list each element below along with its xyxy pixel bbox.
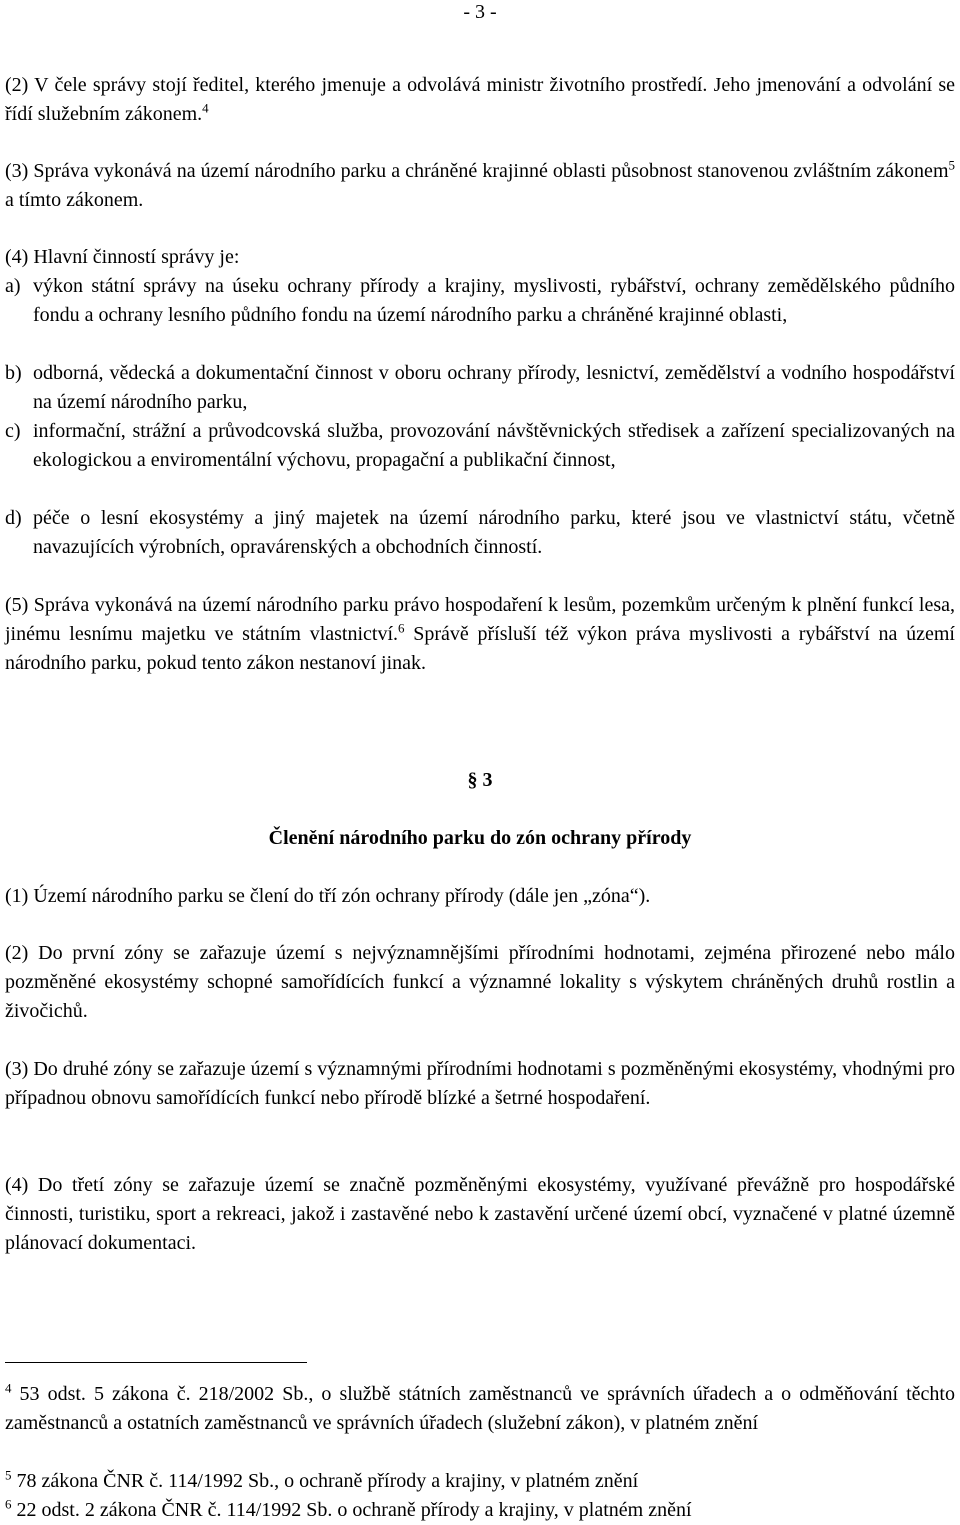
footnote-text: 78 zákona ČNR č. 114/1992 Sb., o ochraně přírody a krajiny, v platném znění [11, 1470, 639, 1492]
footnote-4 [5, 1380, 955, 1438]
paragraph-2-text: (2) V čele správy stojí ředitel, kterého jmenuje a odvolává ministr životního prostředí. Jeho jmenování a odvolání se řídí služebním zákonem. [5, 74, 955, 125]
page-number: - 3 - [463, 1, 497, 23]
list-item-label: a) [5, 275, 21, 297]
paragraph-5 [5, 591, 955, 678]
list-item-text: péče o lesní ekosystémy a jiný majetek na území národního parku, které jsou ve vlastnictví státu, včetně navazujících výrobních, opravárenských a obchodních činností. [33, 507, 955, 558]
footnote-ref-4: 4 [202, 100, 209, 116]
section-number: § 3 [467, 769, 493, 791]
list-item-text: výkon státní správy na úseku ochrany přírody a krajiny, myslivosti, rybářství, ochrany zemědělského půdního fondu a ochrany lesního půdního fondu na území národního parku a chráněné krajinné oblasti, [33, 275, 955, 326]
section-title: Členění národního parku do zón ochrany přírody [268, 827, 692, 849]
paragraph-3-text-after: a tímto zákonem. [5, 189, 144, 211]
paragraph-3 [5, 157, 955, 215]
footnote-number: 4 [5, 1380, 12, 1396]
zone-paragraph-1: (1) Území národního parku se člení do tří zón ochrany přírody (dále jen „zóna“). [5, 885, 651, 907]
footnote-number: 5 [5, 1467, 12, 1483]
list-item-c [5, 417, 955, 475]
footnote-text: 53 odst. 5 zákona č. 218/2002 Sb., o službě státních zaměstnanců ve správních úřadech a o odměňování těchto zaměstnanců a ostatních zaměstnanců ve správních úřadech (služební zákon), v platném znění [5, 1383, 955, 1434]
list-item-b [5, 359, 955, 417]
paragraph-5-text: (5) Správa vykonává na území národního parku právo hospodaření k lesům, pozemkům určeným k plnění funkcí lesa, jinému lesnímu majetku ve státním vlastnictví. [5, 594, 955, 645]
paragraph-3-text: (3) Správa vykonává na území národního parku a chráněné krajinné oblasti působnost stanovenou zvláštním zákonem [5, 160, 949, 182]
footnote-ref-6: 6 [398, 620, 405, 636]
list-item-label: d) [5, 507, 22, 529]
list-item-label: b) [5, 362, 22, 384]
paragraph-2 [5, 71, 955, 129]
footnote-ref-5: 5 [948, 157, 955, 173]
footnote-separator [5, 1362, 307, 1363]
list-item-text: odborná, vědecká a dokumentační činnost v oboru ochrany přírody, lesnictví, zemědělství a vodního hospodářství na území národního parku, [33, 362, 955, 413]
footnote-number: 6 [5, 1496, 12, 1512]
zone-paragraph-4: (4) Do třetí zóny se zařazuje území se značně pozměněnými ekosystémy, využívané převážně pro hospodářské činnosti, turistiku, sport a rekreaci, jakož i zastavěné nebo k zastavění určené území obcí, vyznačené v platné územně plánovací dokumentaci. [5, 1174, 955, 1254]
paragraph-5-text-after: Správě přísluší též výkon práva myslivosti a rybářství na území národního parku, pokud tento zákon nestanoví jinak. [5, 623, 955, 674]
footnote-text: 22 odst. 2 zákona ČNR č. 114/1992 Sb. o ochraně přírody a krajiny, v platném znění [11, 1499, 692, 1521]
footnote-5 [5, 1467, 955, 1496]
zone-paragraph-2: (2) Do první zóny se zařazuje území s nejvýznamnějšími přírodními hodnotami, zejména přirozené nebo málo pozměněné ekosystémy schopné samořídících funkcí a významné lokality s výskytem chráněných druhů rostlin a živočichů. [5, 942, 955, 1022]
list-item-label: c) [5, 420, 21, 442]
list-item-a [5, 272, 955, 330]
list-item-d [5, 504, 955, 562]
footnote-6 [5, 1496, 955, 1525]
list-item-text: informační, strážní a průvodcovská služba, provozování návštěvnických středisek a zařízení specializovaných na ekologickou a enviromentální výchovu, propagační a publikační činnost, [33, 420, 955, 471]
paragraph-4-intro: (4) Hlavní činností správy je: [5, 246, 240, 268]
zone-paragraph-3: (3) Do druhé zóny se zařazuje území s významnými přírodními hodnotami s pozměněnými ekosystémy, vhodnými pro případnou obnovu samořídících funkcí nebo přírodě blízké a šetrné hospodaření. [5, 1058, 955, 1109]
